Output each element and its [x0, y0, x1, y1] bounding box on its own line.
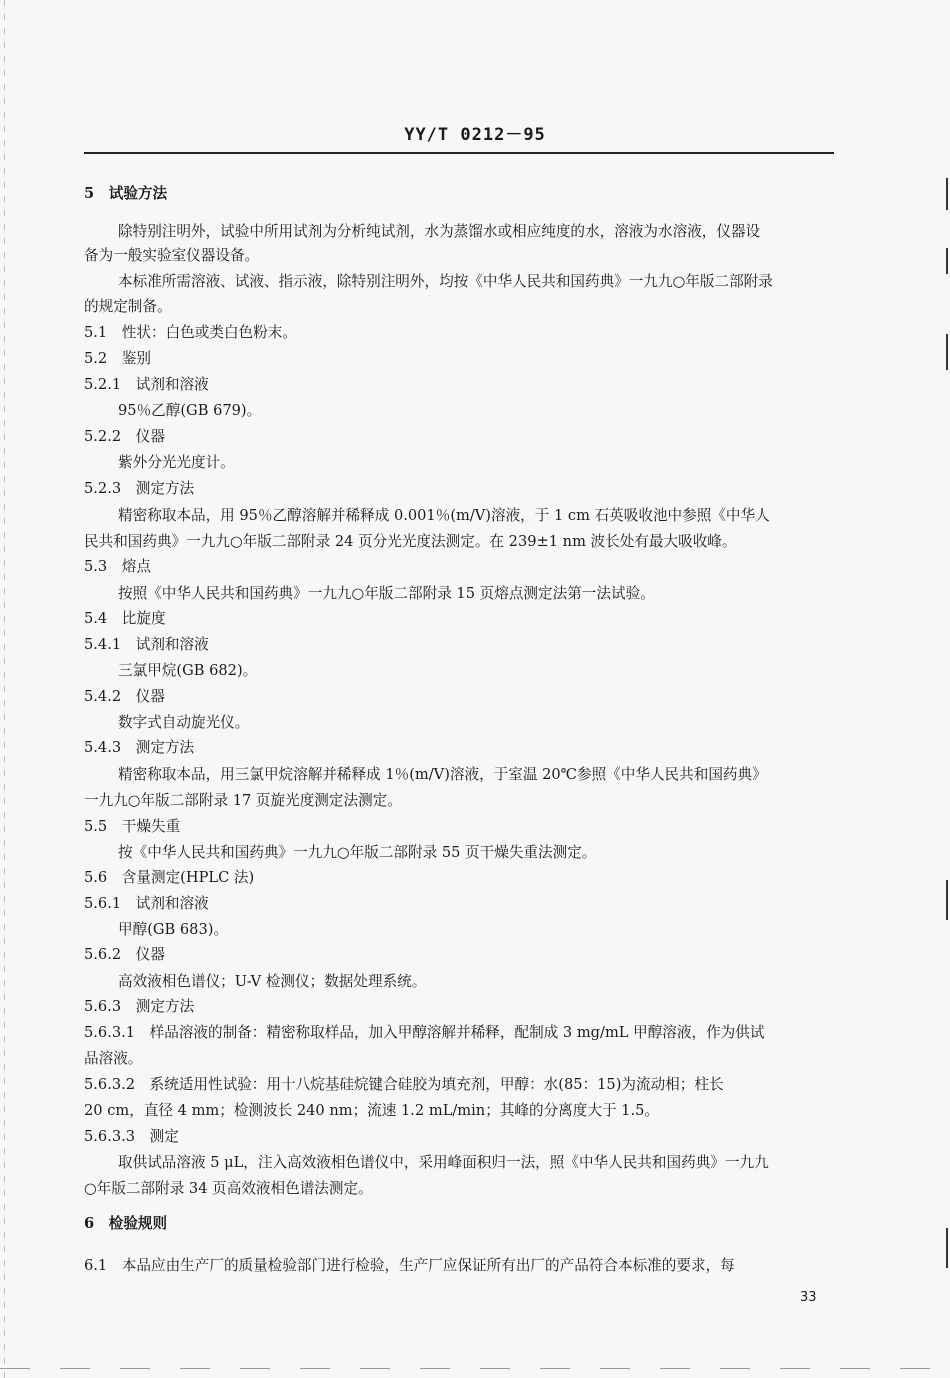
scan-edge-mark — [946, 880, 948, 920]
clause-5-6-3-1-line-1: 5.6.3.1 样品溶液的制备：精密称取样品，加入甲醇溶解并稀释，配制成 3 mg/mL 甲醇溶液，作为供试 — [84, 1024, 765, 1041]
clause-5-4-1-body: 三氯甲烷(GB 682)。 — [118, 662, 258, 679]
intro-paragraph-2-line-1: 本标准所需溶液、试液、指示液，除特别注明外，均按《中华人民共和国药典》一九九○年版二部附录 — [118, 273, 773, 290]
clause-5-4-1: 5.4.1 试剂和溶液 — [84, 636, 209, 653]
intro-paragraph-1-line-2: 备为一般实验室仪器设备。 — [84, 247, 260, 264]
clause-5-1: 5.1 性状：白色或类白色粉末。 — [84, 324, 297, 341]
clause-5-6-3-2-line-2: 20 cm，直径 4 mm；检测波长 240 nm；流速 1.2 mL/min；其峰的分离度大于 1.5。 — [84, 1102, 659, 1119]
clause-5-5-body: 按《中华人民共和国药典》一九九○年版二部附录 55 页干燥失重法测定。 — [118, 844, 597, 861]
intro-paragraph-2-line-2: 的规定制备。 — [84, 298, 172, 315]
clause-5-6-3-3-line-2: ○年版二部附录 34 页高效液相色谱法测定。 — [84, 1180, 373, 1197]
section-5-heading: 5 试验方法 — [84, 185, 168, 202]
clause-5-3: 5.3 熔点 — [84, 558, 151, 575]
scan-edge-mark — [946, 248, 948, 274]
intro-paragraph-1-line-1: 除特别注明外，试验中所用试剂为分析纯试剂，水为蒸馏水或相应纯度的水，溶液为水溶液，仪器设 — [118, 223, 761, 240]
header-rule — [84, 152, 834, 154]
scan-left-edge — [4, 0, 5, 1378]
clause-6-1-line-1: 6.1 本品应由生产厂的质量检验部门进行检验，生产厂应保证所有出厂的产品符合本标准的要求，每 — [84, 1257, 735, 1274]
clause-5-2-3: 5.2.3 测定方法 — [84, 480, 195, 497]
scan-edge-mark — [946, 1228, 948, 1268]
clause-5-6-3-3-line-1: 取供试品溶液 5 μL，注入高效液相色谱仪中，采用峰面积归一法，照《中华人民共和国药典》一九九 — [118, 1154, 769, 1171]
clause-5-5: 5.5 干燥失重 — [84, 818, 181, 835]
scan-edge-mark — [946, 334, 948, 370]
clause-5-6-1: 5.6.1 试剂和溶液 — [84, 895, 209, 912]
clause-5-6-3-2-line-1: 5.6.3.2 系统适用性试验：用十八烷基硅烷键合硅胶为填充剂，甲醇：水(85：15)为流动相；柱长 — [84, 1076, 724, 1093]
clause-5-2-3-line-1: 精密称取本品，用 95％乙醇溶解并稀释成 0.001％(m/V)溶液，于 1 cm 石英吸收池中参照《中华人 — [118, 507, 770, 524]
clause-5-4-3-line-1: 精密称取本品，用三氯甲烷溶解并稀释成 1％(m/V)溶液，于室温 20℃参照《中华人民共和国药典》 — [118, 766, 767, 783]
clause-5-4-2: 5.4.2 仪器 — [84, 688, 165, 705]
clause-5-4-3: 5.4.3 测定方法 — [84, 739, 195, 756]
page-number: 33 — [800, 1290, 817, 1305]
clause-5-6-3: 5.6.3 测定方法 — [84, 998, 195, 1015]
clause-5-2-2: 5.2.2 仪器 — [84, 428, 165, 445]
clause-5-2-3-line-2: 民共和国药典》一九九○年版二部附录 24 页分光光度法测定。在 239±1 nm 波长处有最大吸收峰。 — [84, 533, 737, 550]
clause-5-2-1: 5.2.1 试剂和溶液 — [84, 376, 209, 393]
clause-5-2-1-body: 95％乙醇(GB 679)。 — [118, 402, 262, 419]
scan-bottom-edge — [0, 1368, 950, 1369]
clause-5-6-2-body: 高效液相色谱仪；U-V 检测仪；数据处理系统。 — [118, 973, 427, 990]
clause-5-3-body: 按照《中华人民共和国药典》一九九○年版二部附录 15 页熔点测定法第一法试验。 — [118, 585, 655, 602]
standard-code-header: YY/T 0212－95 — [404, 125, 546, 145]
clause-5-6-3-3: 5.6.3.3 测定 — [84, 1128, 179, 1145]
clause-5-4-3-line-2: 一九九○年版二部附录 17 页旋光度测定法测定。 — [84, 792, 402, 809]
scan-edge-mark — [946, 178, 948, 210]
clause-5-6-1-body: 甲醇(GB 683)。 — [118, 921, 229, 938]
clause-5-2-2-body: 紫外分光光度计。 — [118, 454, 235, 471]
section-6-heading: 6 检验规则 — [84, 1215, 168, 1232]
clause-5-4: 5.4 比旋度 — [84, 610, 166, 627]
clause-5-6-3-1-line-2: 品溶液。 — [84, 1050, 143, 1067]
clause-5-2: 5.2 鉴别 — [84, 350, 151, 367]
clause-5-4-2-body: 数字式自动旋光仪。 — [118, 714, 250, 731]
clause-5-6: 5.6 含量测定(HPLC 法) — [84, 869, 255, 886]
clause-5-6-2: 5.6.2 仪器 — [84, 946, 165, 963]
